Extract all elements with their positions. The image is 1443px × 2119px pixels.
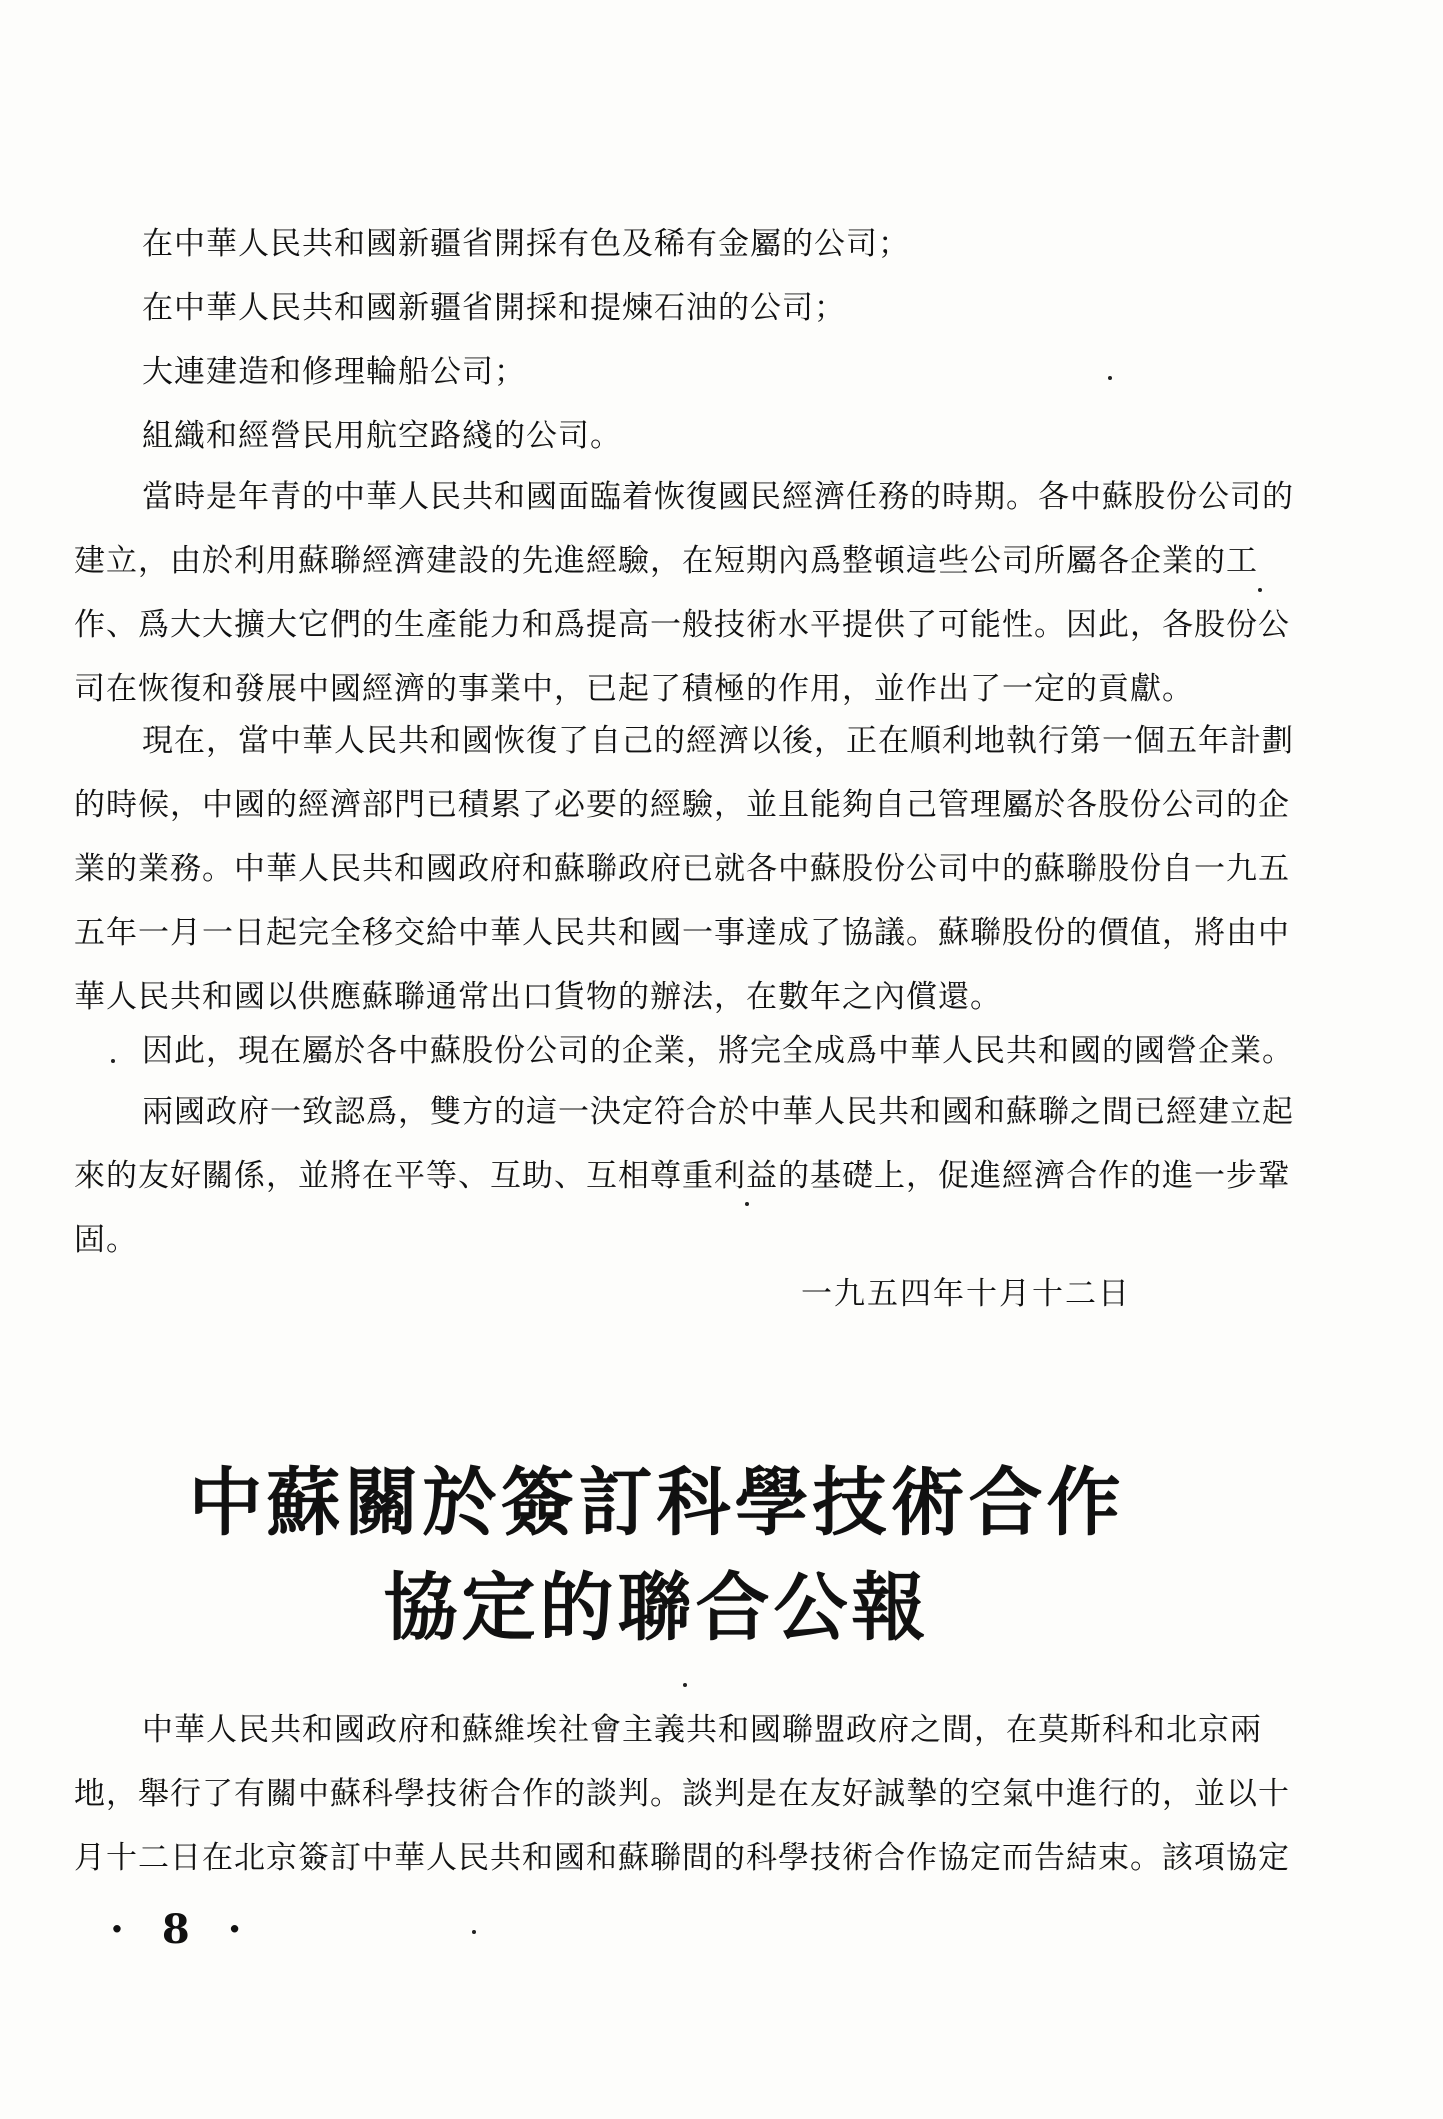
scan-speck [1258, 588, 1262, 592]
text-line: 的時候，中國的經濟部門已積累了必要的經驗，並且能夠自己管理屬於各股份公司的企 [74, 787, 1290, 823]
paragraph-negotiations [74, 1698, 1290, 1890]
text-line: 中華人民共和國政府和蘇維埃社會主義共和國聯盟政府之間，在莫斯科和北京兩 [142, 1712, 1262, 1748]
communique-title-line-2: 協定的聯合公報 [383, 1565, 930, 1651]
list-item: 在中華人民共和國新疆省開採和提煉石油的公司； [142, 290, 846, 326]
text-line: 作、爲大大擴大它們的生產能力和爲提高一般技術水平提供了可能性。因此，各股份公 [74, 607, 1290, 643]
text-line: 當時是年青的中華人民共和國面臨着恢復國民經濟任務的時期。各中蘇股份公司的 [142, 479, 1294, 515]
text-line: 兩國政府一致認爲，雙方的這一決定符合於中華人民共和國和蘇聯之間已經建立起 [142, 1094, 1294, 1130]
page-number: · 8 · [110, 1906, 254, 1953]
text-line: 現在，當中華人民共和國恢復了自己的經濟以後，正在順利地執行第一個五年計劃 [142, 723, 1294, 759]
text-line: 來的友好關係，並將在平等、互助、互相尊重利益的基礎上，促進經濟合作的進一步鞏 [74, 1158, 1290, 1194]
paragraph-state-enterprises [74, 1019, 1294, 1083]
text-line: 司在恢復和發展中國經濟的事業中，已起了積極的作用，並作出了一定的貢獻。 [74, 671, 1194, 707]
text-line: 月十二日在北京簽訂中華人民共和國和蘇聯間的科學技術合作協定而告結束。該項協定 [74, 1840, 1290, 1876]
company-list [74, 212, 1244, 468]
scan-speck [683, 1683, 687, 1687]
list-item: 組織和經營民用航空路綫的公司。 [142, 418, 622, 454]
text-line: 地，舉行了有關中蘇科學技術合作的談判。談判是在友好誠摯的空氣中進行的，並以十 [74, 1776, 1290, 1812]
paragraph-friendship [74, 1080, 1294, 1272]
scan-speck [745, 1202, 749, 1206]
text-line: 五年一月一日起完全移交給中華人民共和國一事達成了協議。蘇聯股份的價值，將由中 [74, 915, 1290, 951]
list-item: 大連建造和修理輪船公司； [142, 354, 526, 390]
scan-speck [111, 1059, 115, 1063]
scan-speck [472, 1930, 476, 1934]
scan-speck [1108, 376, 1112, 380]
text-line: 建立，由於利用蘇聯經濟建設的先進經驗，在短期內爲整頓這些公司所屬各企業的工 [74, 543, 1258, 579]
document-date: 一九五四年十月十二日 [801, 1276, 1131, 1312]
text-line: 固。 [74, 1222, 138, 1258]
text-line: 因此，現在屬於各中蘇股份公司的企業，將完全成爲中華人民共和國的國營企業。 [142, 1033, 1294, 1069]
paragraph-recovery [74, 465, 1294, 721]
list-item: 在中華人民共和國新疆省開採有色及稀有金屬的公司； [142, 226, 910, 262]
text-line: 華人民共和國以供應蘇聯通常出口貨物的辦法，在數年之內償還。 [74, 979, 1002, 1015]
text-line: 業的業務。中華人民共和國政府和蘇聯政府已就各中蘇股份公司中的蘇聯股份自一九五 [74, 851, 1290, 887]
paragraph-transfer [74, 709, 1294, 1029]
communique-title-line-1: 中蘇關於簽訂科學技術合作 [188, 1460, 1125, 1546]
